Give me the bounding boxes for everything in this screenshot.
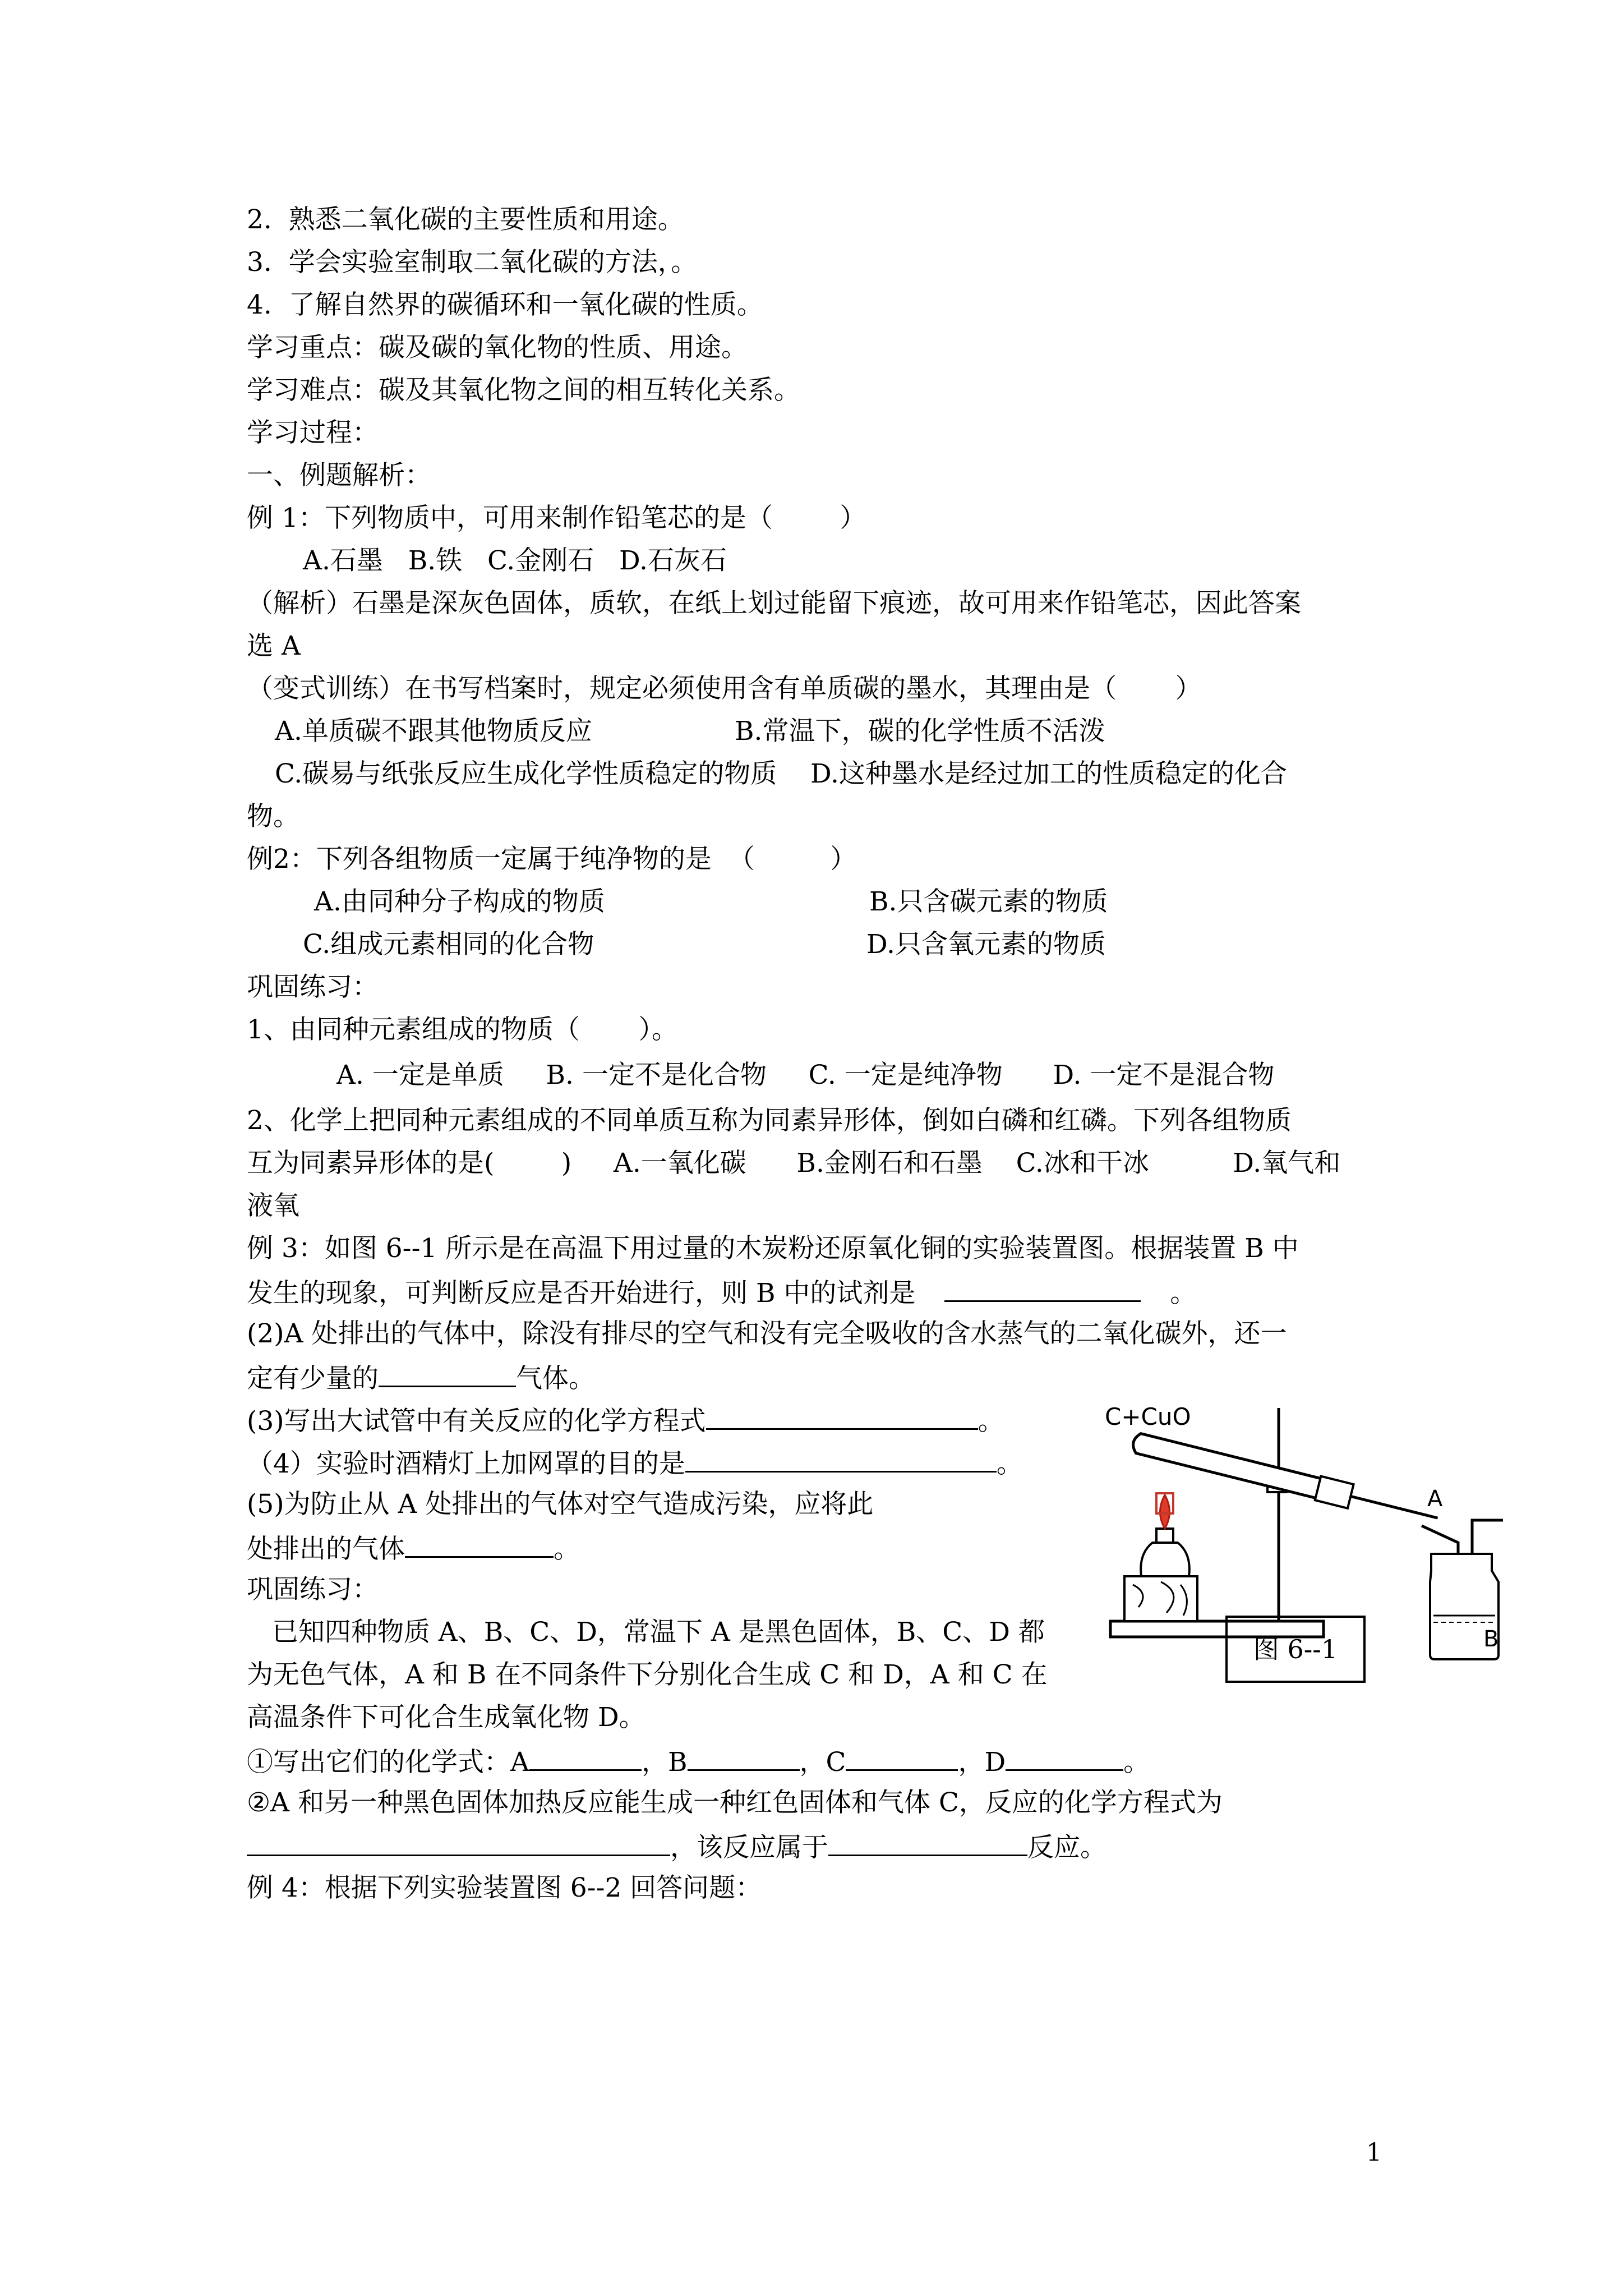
variant-option-cd: 物。 [247, 801, 299, 832]
example-3-question: 例 3：如图 6--1 所示是在高温下用过量的木炭粉还原氧化铜的实验装置图。根据装置 B 中 [247, 1233, 1299, 1264]
objective-3: 3. 学会实验室制取二氧化碳的方法，。 [247, 247, 698, 278]
text: ，B [641, 1747, 688, 1778]
answer-blank[interactable] [706, 1402, 978, 1430]
text: ①写出它们的化学式：A [247, 1747, 529, 1778]
text: 气体。 [516, 1363, 595, 1394]
example-2-option-c: C.组成元素相同的化合物 [303, 929, 594, 960]
answer-blank[interactable] [944, 1274, 1141, 1302]
practice-3-question: 已知四种物质 A、B、C、D，常温下 A 是黑色固体，B、C、D 都 [247, 1617, 1045, 1648]
example-2-option-d: D.只含氧元素的物质 [866, 929, 1106, 960]
objective-4: 4. 了解自然界的碳循环和一氧化碳的性质。 [247, 289, 763, 320]
text: 定有少量的 [247, 1363, 379, 1394]
variant-option-b: B.常温下，碳的化学性质不活泼 [735, 716, 1105, 747]
answer-blank[interactable] [247, 1829, 670, 1856]
section-heading: 学习过程： [247, 417, 379, 448]
text: ，该反应属于 [670, 1832, 828, 1863]
practice-2-question: 2、化学上把同种元素组成的不同单质互称为同素异形体，倒如白磷和红磷。下列各组物质 [247, 1105, 1292, 1136]
answer-blank[interactable] [529, 1743, 642, 1771]
answer-blank[interactable] [379, 1360, 516, 1387]
answer-blank[interactable] [405, 1530, 554, 1558]
example-2-option-a: A.由同种分子构成的物质 [314, 886, 605, 917]
text: ，C [799, 1747, 846, 1778]
example-3-part-1 [247, 1274, 1196, 1310]
practice-1-question: 1、由同种元素组成的物质（ ）。 [247, 1014, 678, 1045]
example-3-part-3 [247, 1402, 1004, 1438]
answer-blank[interactable] [828, 1829, 1027, 1856]
example-2-question: 例2：下列各组物质一定属于纯净物的是 （ ） [247, 844, 857, 875]
example-3-part-2 [247, 1360, 595, 1396]
text: ，D [958, 1747, 1006, 1778]
text: 。 [1170, 1278, 1197, 1309]
section-heading: 巩固练习： [247, 1574, 379, 1605]
text: 处排出的气体 [247, 1534, 405, 1565]
example-3-part-4 [247, 1445, 1023, 1481]
text: （4）实验时酒精灯上加网罩的目的是 [247, 1448, 685, 1479]
variant-option-a: A.单质碳不跟其他物质反应 [275, 716, 592, 747]
example-1-analysis: 选 A [247, 631, 301, 661]
outlet-a-label: A [1427, 1486, 1443, 1512]
reagent-label: C+CuO [1105, 1403, 1191, 1430]
test-tube [1131, 1430, 1441, 1530]
practice-2-question: 互为同素异形体的是( ) A.一氧化碳 B.金刚石和石墨 C.冰和干冰 D.氧气和 [247, 1148, 1341, 1179]
difficult-points: 学习难点：碳及其氧化物之间的相互转化关系。 [247, 375, 800, 406]
figure-caption: 图 6--1 [1225, 1616, 1366, 1683]
example-3-part-5 [247, 1530, 580, 1566]
example-3-part-5: (5)为防止从 A 处排出的气体对空气造成污染，应将此 [247, 1489, 874, 1520]
practice-3-equation [247, 1829, 1106, 1865]
practice-3-equation: ②A 和另一种黑色固体加热反应能生成一种红色固体和气体 C，反应的化学方程式为 [247, 1787, 1223, 1818]
practice-2-question: 液氧 [247, 1190, 299, 1221]
example-2-option-b: B.只含碳元素的物质 [869, 886, 1108, 917]
objective-2: 2. 熟悉二氧化碳的主要性质和用途。 [247, 204, 684, 235]
practice-3-question: 为无色气体，A 和 B 在不同条件下分别化合生成 C 和 D，A 和 C 在 [247, 1659, 1048, 1690]
section-heading: 巩固练习： [247, 972, 379, 1002]
practice-3-question: 高温条件下可化合生成氧化物 D。 [247, 1702, 645, 1733]
text: 发生的现象，可判断反应是否开始进行，则 B 中的试剂是 [247, 1278, 916, 1309]
text: (3)写出大试管中有关反应的化学方程式 [247, 1406, 706, 1437]
page-number: 1 [1366, 2138, 1382, 2167]
answer-blank[interactable] [846, 1743, 958, 1771]
text: 。 [996, 1448, 1023, 1479]
bottle-b-label: B [1483, 1626, 1499, 1652]
section-heading: 一、例题解析： [247, 460, 431, 491]
example-1-question: 例 1：下列物质中，可用来制作铅笔芯的是（ ） [247, 503, 866, 533]
example-1-analysis: （解析）石墨是深灰色固体，质软，在纸上划过能留下痕迹，故可用来作铅笔芯，因此答案 [247, 588, 1301, 619]
example-3-part-2: (2)A 处排出的气体中，除没有排尽的空气和没有完全吸收的含水蒸气的二氧化碳外，还一 [247, 1318, 1287, 1349]
answer-blank[interactable] [1006, 1743, 1123, 1771]
text: 。 [978, 1406, 1004, 1437]
practice-3-formulas [247, 1743, 1150, 1779]
example-4-question: 例 4：根据下列实验装置图 6--2 回答问题： [247, 1872, 762, 1903]
text: 反应。 [1027, 1832, 1106, 1863]
answer-blank[interactable] [688, 1743, 800, 1771]
text: 。 [1123, 1747, 1150, 1778]
example-1-options: A.石墨 B.铁 C.金刚石 D.石灰石 [303, 545, 727, 576]
practice-1-options: A. 一定是单质 B. 一定不是化合物 C. 一定是纯净物 D. 一定不是混合物 [336, 1060, 1275, 1091]
variant-option-cd: C.碳易与纸张反应生成化学性质稳定的物质 D.这种墨水是经过加工的性质稳定的化合 [275, 758, 1287, 789]
alcohol-lamp [1141, 1543, 1189, 1576]
variant-question: （变式训练）在书写档案时，规定必须使用含有单质碳的墨水，其理由是（ ） [247, 673, 1202, 704]
key-points: 学习重点：碳及碳的氧化物的性质、用途。 [247, 332, 748, 363]
flame [1160, 1495, 1170, 1529]
text: 。 [554, 1534, 580, 1565]
answer-blank[interactable] [685, 1445, 997, 1473]
